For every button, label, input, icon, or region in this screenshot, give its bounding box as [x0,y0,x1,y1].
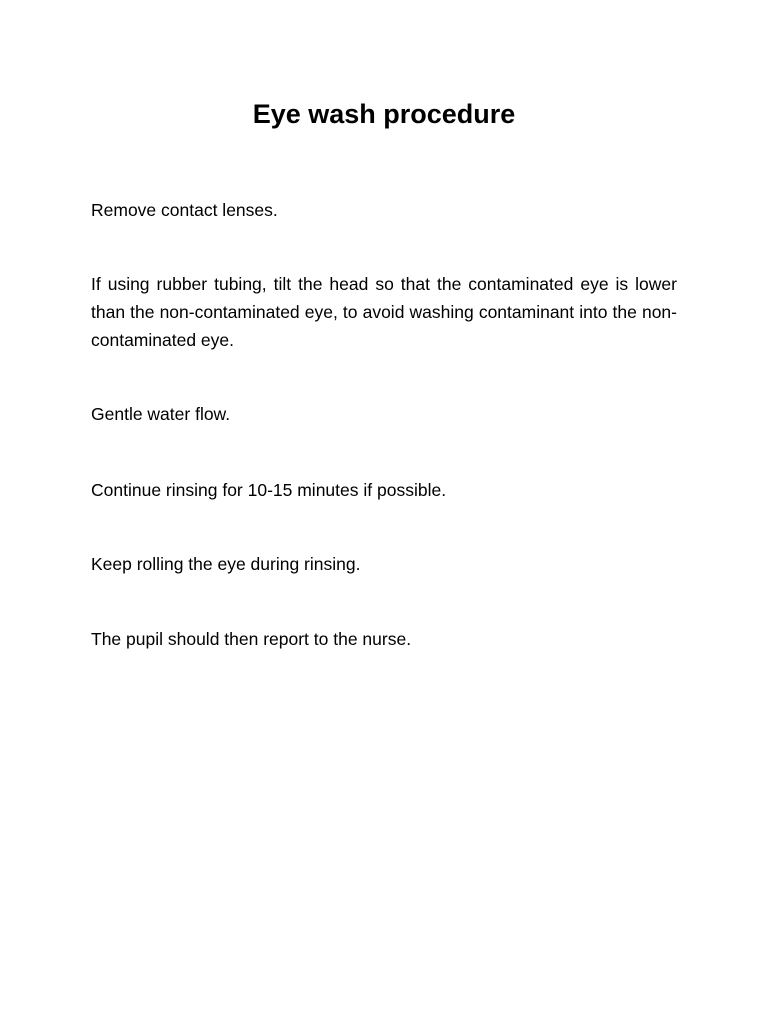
step-gentle-water-flow: Gentle water flow. [91,404,231,424]
step-tilt-head: If using rubber tubing, tilt the head so that the contaminated eye is lower than the non-contaminated eye, to avoid washing contaminant into the non-contaminated eye. [91,274,677,350]
step-remove-contact-lenses: Remove contact lenses. [91,200,278,220]
page-title: Eye wash procedure [252,99,516,129]
step-keep-rolling-eye: Keep rolling the eye during rinsing. [91,554,361,574]
step-continue-rinsing: Continue rinsing for 10-15 minutes if possible. [91,480,447,500]
step-report-to-nurse: The pupil should then report to the nurse. [91,629,412,649]
